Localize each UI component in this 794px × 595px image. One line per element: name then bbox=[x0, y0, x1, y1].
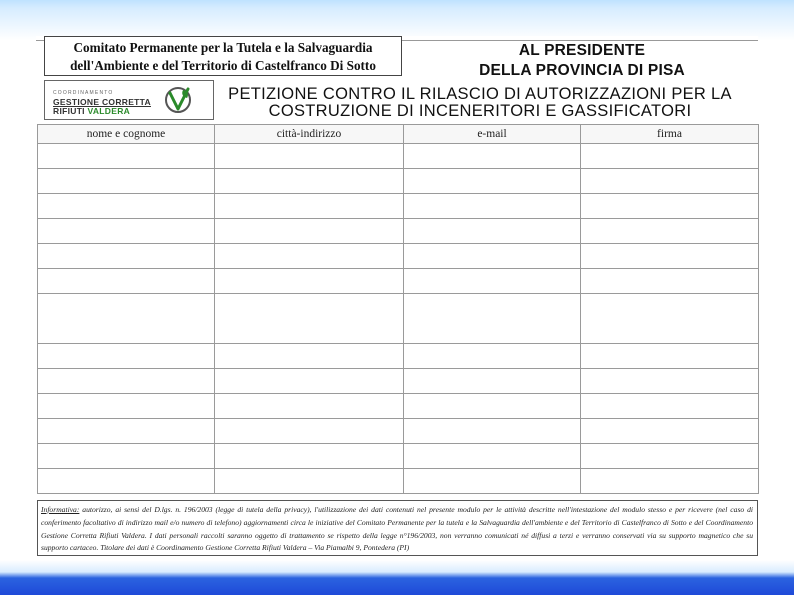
signature-cell[interactable] bbox=[581, 344, 759, 369]
email-cell[interactable] bbox=[404, 444, 581, 469]
petition-sheet bbox=[36, 36, 758, 556]
address-cell[interactable] bbox=[215, 469, 404, 494]
name-cell[interactable] bbox=[38, 219, 215, 244]
committee-name-box bbox=[44, 36, 402, 76]
address-cell[interactable] bbox=[215, 169, 404, 194]
table-row bbox=[38, 269, 759, 294]
petition-title-line2: COSTRUZIONE DI INCENERITORI E GASSIFICATORI bbox=[268, 102, 692, 120]
address-cell[interactable] bbox=[215, 294, 404, 344]
privacy-notice-text: autorizzo, ai sensi del D.lgs. n. 196/2003 (legge di tutela della privacy), l'utilizzazione dei dati contenuti nel presente modulo per le attività descritte nell'intestazione del modulo stesso e per ricevere (nel caso di conferimento facoltativo di indirizzo mail e/o numero di telefono) aggiornamenti circa le iniziative del Comitato Permanente per la tutela e la Salvaguardia dell'ambiente e del Territorio di Castelfranco di Sotto e del Coordinamento Gestione Corretta Rifiuti Valdera. I dati personali raccolti saranno oggetto di trattamento se rispetto della legge n°196/2003, non verranno comunicati né diffusi a terzi e verranno conservati via su supporto magnetico che su supporto cartaceo. Titolare dei dati è Coordinamento Gestione Corretta Rifiuti Valdera – Via Piamalbi 9, Pontedera (PI) bbox=[41, 505, 753, 553]
logo-line2-b: VALDERA bbox=[87, 106, 131, 116]
recycle-leaf-icon bbox=[161, 85, 195, 115]
privacy-notice bbox=[37, 500, 758, 556]
signature-cell[interactable] bbox=[581, 244, 759, 269]
email-cell[interactable] bbox=[404, 244, 581, 269]
column-header-email: e-mail bbox=[404, 125, 581, 144]
email-cell[interactable] bbox=[404, 344, 581, 369]
table-row bbox=[38, 394, 759, 419]
recipient-line1: AL PRESIDENTE bbox=[518, 42, 646, 59]
signature-table bbox=[37, 124, 759, 494]
coordinamento-logo bbox=[44, 80, 214, 120]
table-header-row bbox=[38, 125, 759, 144]
logo-small-text: COORDINAMENTO bbox=[53, 90, 114, 96]
signature-cell[interactable] bbox=[581, 419, 759, 444]
name-cell[interactable] bbox=[38, 144, 215, 169]
logo-wordmark bbox=[53, 89, 151, 116]
table-row bbox=[38, 444, 759, 469]
table-row bbox=[38, 194, 759, 219]
name-cell[interactable] bbox=[38, 244, 215, 269]
table-row bbox=[38, 344, 759, 369]
committee-name-line1: Comitato Permanente per la Tutela e la Salvaguardia bbox=[73, 40, 373, 55]
table-row bbox=[38, 294, 759, 344]
column-header-address: città-indirizzo bbox=[215, 125, 404, 144]
table-row bbox=[38, 369, 759, 394]
email-cell[interactable] bbox=[404, 419, 581, 444]
table-row bbox=[38, 419, 759, 444]
column-header-name: nome e cognome bbox=[38, 125, 215, 144]
signature-cell[interactable] bbox=[581, 194, 759, 219]
table-row bbox=[38, 469, 759, 494]
name-cell[interactable] bbox=[38, 194, 215, 219]
address-cell[interactable] bbox=[215, 394, 404, 419]
table-row bbox=[38, 144, 759, 169]
email-cell[interactable] bbox=[404, 369, 581, 394]
petition-title bbox=[220, 86, 740, 120]
table-row bbox=[38, 244, 759, 269]
signature-cell[interactable] bbox=[581, 394, 759, 419]
recipient-line2: DELLA PROVINCIA DI PISA bbox=[479, 62, 685, 79]
logo-line1: GESTIONE CORRETTA bbox=[53, 97, 151, 107]
email-cell[interactable] bbox=[404, 294, 581, 344]
address-cell[interactable] bbox=[215, 419, 404, 444]
petition-title-line1: PETIZIONE CONTRO IL RILASCIO DI AUTORIZZAZIONI PER LA bbox=[228, 86, 732, 103]
email-cell[interactable] bbox=[404, 169, 581, 194]
table-row bbox=[38, 219, 759, 244]
name-cell[interactable] bbox=[38, 394, 215, 419]
address-cell[interactable] bbox=[215, 244, 404, 269]
address-cell[interactable] bbox=[215, 344, 404, 369]
name-cell[interactable] bbox=[38, 344, 215, 369]
address-cell[interactable] bbox=[215, 144, 404, 169]
signature-cell[interactable] bbox=[581, 144, 759, 169]
email-cell[interactable] bbox=[404, 194, 581, 219]
privacy-notice-lead: Informativa: bbox=[41, 505, 80, 514]
logo-line2-a: RIFIUTI bbox=[53, 106, 85, 116]
address-cell[interactable] bbox=[215, 444, 404, 469]
name-cell[interactable] bbox=[38, 369, 215, 394]
name-cell[interactable] bbox=[38, 294, 215, 344]
name-cell[interactable] bbox=[38, 444, 215, 469]
signature-rows bbox=[38, 144, 759, 494]
email-cell[interactable] bbox=[404, 144, 581, 169]
email-cell[interactable] bbox=[404, 394, 581, 419]
address-cell[interactable] bbox=[215, 219, 404, 244]
address-cell[interactable] bbox=[215, 369, 404, 394]
name-cell[interactable] bbox=[38, 419, 215, 444]
name-cell[interactable] bbox=[38, 469, 215, 494]
table-row bbox=[38, 169, 759, 194]
signature-cell[interactable] bbox=[581, 369, 759, 394]
column-header-signature: firma bbox=[581, 125, 759, 144]
email-cell[interactable] bbox=[404, 269, 581, 294]
signature-cell[interactable] bbox=[581, 169, 759, 194]
signature-cell[interactable] bbox=[581, 269, 759, 294]
address-cell[interactable] bbox=[215, 269, 404, 294]
email-cell[interactable] bbox=[404, 469, 581, 494]
signature-cell[interactable] bbox=[581, 294, 759, 344]
signature-cell[interactable] bbox=[581, 219, 759, 244]
signature-cell[interactable] bbox=[581, 444, 759, 469]
address-cell[interactable] bbox=[215, 194, 404, 219]
email-cell[interactable] bbox=[404, 219, 581, 244]
committee-name-line2: dell'Ambiente e del Territorio di Castelfranco Di Sotto bbox=[70, 58, 376, 73]
name-cell[interactable] bbox=[38, 169, 215, 194]
recipient-heading bbox=[406, 41, 758, 81]
name-cell[interactable] bbox=[38, 269, 215, 294]
signature-cell[interactable] bbox=[581, 469, 759, 494]
